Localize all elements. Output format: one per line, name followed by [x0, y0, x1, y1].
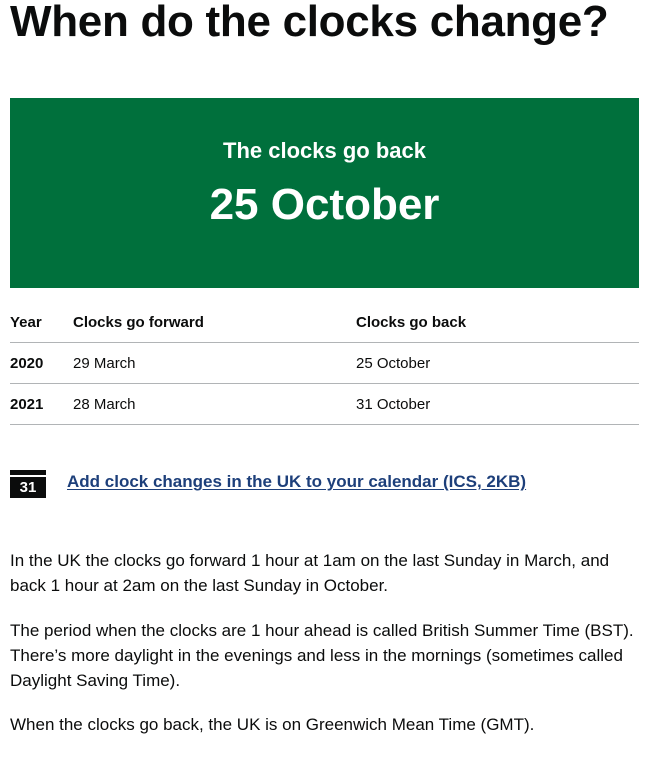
- table-row: [10, 384, 639, 425]
- body-paragraph-1: In the UK the clocks go forward 1 hour at 1am on the last Sunday in March, and back 1 hour at 2am on the last Sunday in October.: [10, 551, 610, 595]
- highlight-intro: The clocks go back: [223, 138, 426, 163]
- highlight-date: 25 October: [209, 180, 440, 229]
- cell-forward: 28 March: [73, 384, 356, 425]
- cell-back: 25 October: [356, 343, 639, 384]
- table-header-row: [10, 302, 639, 343]
- cell-year: 2021: [10, 384, 73, 425]
- highlight-panel: [10, 98, 639, 288]
- calendar-download: [10, 468, 639, 500]
- add-to-calendar-link[interactable]: Add clock changes in the UK to your calendar (ICS, 2KB): [67, 472, 527, 491]
- clock-changes-table: [10, 302, 639, 425]
- column-header-forward: Clocks go forward: [73, 302, 356, 343]
- cell-back: 31 October: [356, 384, 639, 425]
- cell-year: 2020: [10, 343, 73, 384]
- cell-forward: 29 March: [73, 343, 356, 384]
- table-row: [10, 343, 639, 384]
- calendar-icon: [10, 470, 46, 498]
- calendar-icon-number: 31: [19, 479, 37, 496]
- body-paragraph-2: The period when the clocks are 1 hour ahead is called British Summer Time (BST). There’s more daylight in the evenings and less in the mornings (sometimes called Daylight Saving Time).: [10, 621, 634, 690]
- column-header-back: Clocks go back: [356, 302, 639, 343]
- page-title: When do the clocks change?: [10, 0, 609, 46]
- body-paragraph-3: When the clocks go back, the UK is on Greenwich Mean Time (GMT).: [10, 715, 535, 734]
- column-header-year: Year: [10, 302, 73, 343]
